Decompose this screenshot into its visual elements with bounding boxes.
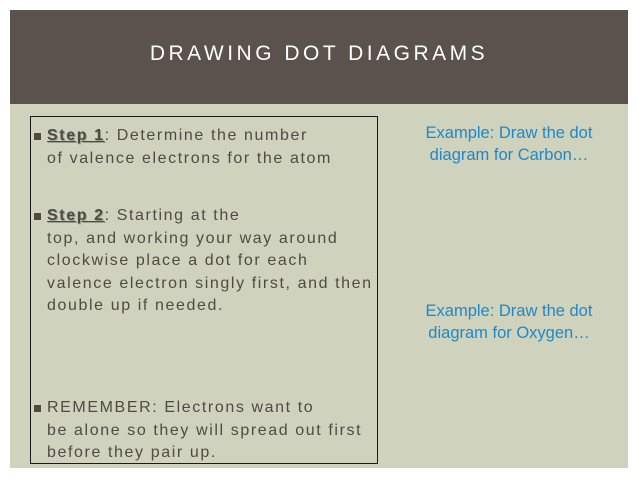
title-bar [10,10,628,104]
bullet-text-box[interactable] [30,116,378,464]
step-1-label: Step 1 [47,127,105,144]
bullet-step-2 [34,205,374,318]
step-2-text-start: : Starting at the [104,207,241,224]
step-1-text-start: : Determine the number [104,127,308,144]
example-carbon: Example: Draw the dot diagram for Carbon… [425,124,593,164]
slide-title: DRAWING DOT DIAGRAMS [149,42,489,65]
step-1-text-rest: of valence electrons for the atom [47,149,332,167]
bullet-remember [34,397,374,464]
example-oxygen: Example: Draw the dot diagram for Oxygen… [425,302,593,342]
bullet-step-1 [34,125,374,170]
square-bullet-icon [34,133,41,140]
square-bullet-icon [34,213,41,220]
square-bullet-icon [34,405,41,412]
remember-text-rest: be alone so they will spread out first before they pair up. [47,421,363,461]
step-2-text-rest: top, and working your way around clockwise place a dot for each valence electron singly first, and then double up if needed. [47,229,373,314]
step-2-label: Step 2 [47,207,105,224]
remember-text-start: REMEMBER: Electrons want to [47,399,315,416]
